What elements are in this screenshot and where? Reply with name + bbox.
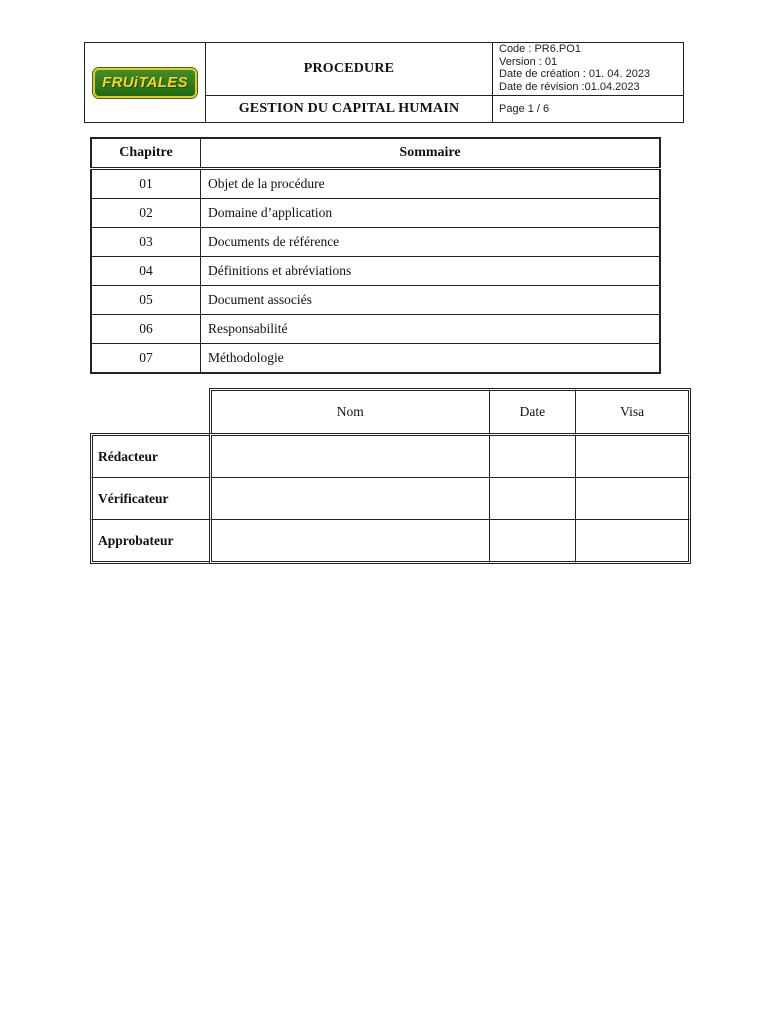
chapter-number: 06 (91, 315, 201, 344)
table-row (91, 228, 660, 257)
summary-table (90, 137, 661, 374)
table-row (91, 169, 660, 199)
chapter-title: Document associés (201, 286, 661, 315)
sommaire-header: Sommaire (201, 138, 661, 169)
approbateur-date-cell (489, 519, 576, 564)
chapter-number: 01 (91, 169, 201, 199)
document-version: Version : 01 (499, 55, 558, 68)
chapter-number: 05 (91, 286, 201, 315)
role-label-verificateur: Vérificateur (90, 477, 209, 519)
chapter-title: Responsabilité (201, 315, 661, 344)
chapter-title: Méthodologie (201, 344, 661, 374)
table-row (91, 257, 660, 286)
visa-header: Visa (575, 388, 691, 433)
table-row (90, 519, 691, 564)
table-row (90, 477, 691, 519)
logo-cell (85, 43, 206, 123)
redacteur-nom-cell (209, 433, 489, 477)
table-row (90, 433, 691, 477)
chapter-title: Documents de référence (201, 228, 661, 257)
approbateur-nom-cell (209, 519, 489, 564)
document-header (84, 42, 684, 123)
empty-corner-cell (90, 388, 209, 433)
procedure-title: PROCEDURE (206, 43, 493, 96)
date-header: Date (489, 388, 576, 433)
approval-table (90, 388, 691, 564)
procedure-subtitle: GESTION DU CAPITAL HUMAIN (206, 96, 493, 123)
creation-date: Date de création : 01. 04. 2023 (499, 68, 651, 80)
verificateur-visa-cell (575, 477, 691, 519)
verificateur-date-cell (489, 477, 576, 519)
document-metadata (493, 43, 684, 96)
chapter-title: Domaine d’application (201, 199, 661, 228)
table-row (91, 199, 660, 228)
revision-date: Date de révision :01.04.2023 (499, 80, 640, 93)
table-row (91, 286, 660, 315)
fruitales-logo: FRUiTALES (93, 68, 197, 98)
chapter-number: 07 (91, 344, 201, 374)
table-row (91, 315, 660, 344)
chapter-title: Définitions et abréviations (201, 257, 661, 286)
verificateur-nom-cell (209, 477, 489, 519)
redacteur-visa-cell (575, 433, 691, 477)
nom-header: Nom (209, 388, 489, 433)
role-label-approbateur: Approbateur (90, 519, 209, 564)
chapitre-header: Chapitre (91, 138, 201, 169)
chapter-number: 04 (91, 257, 201, 286)
role-label-redacteur: Rédacteur (90, 433, 209, 477)
approbateur-visa-cell (575, 519, 691, 564)
table-row (91, 344, 660, 374)
chapter-number: 02 (91, 199, 201, 228)
chapter-number: 03 (91, 228, 201, 257)
document-code: Code : PR6.PO1 (499, 43, 581, 55)
redacteur-date-cell (489, 433, 576, 477)
page-number: Page 1 / 6 (493, 96, 684, 123)
approval-header-row (90, 388, 691, 433)
chapter-title: Objet de la procédure (201, 169, 661, 199)
